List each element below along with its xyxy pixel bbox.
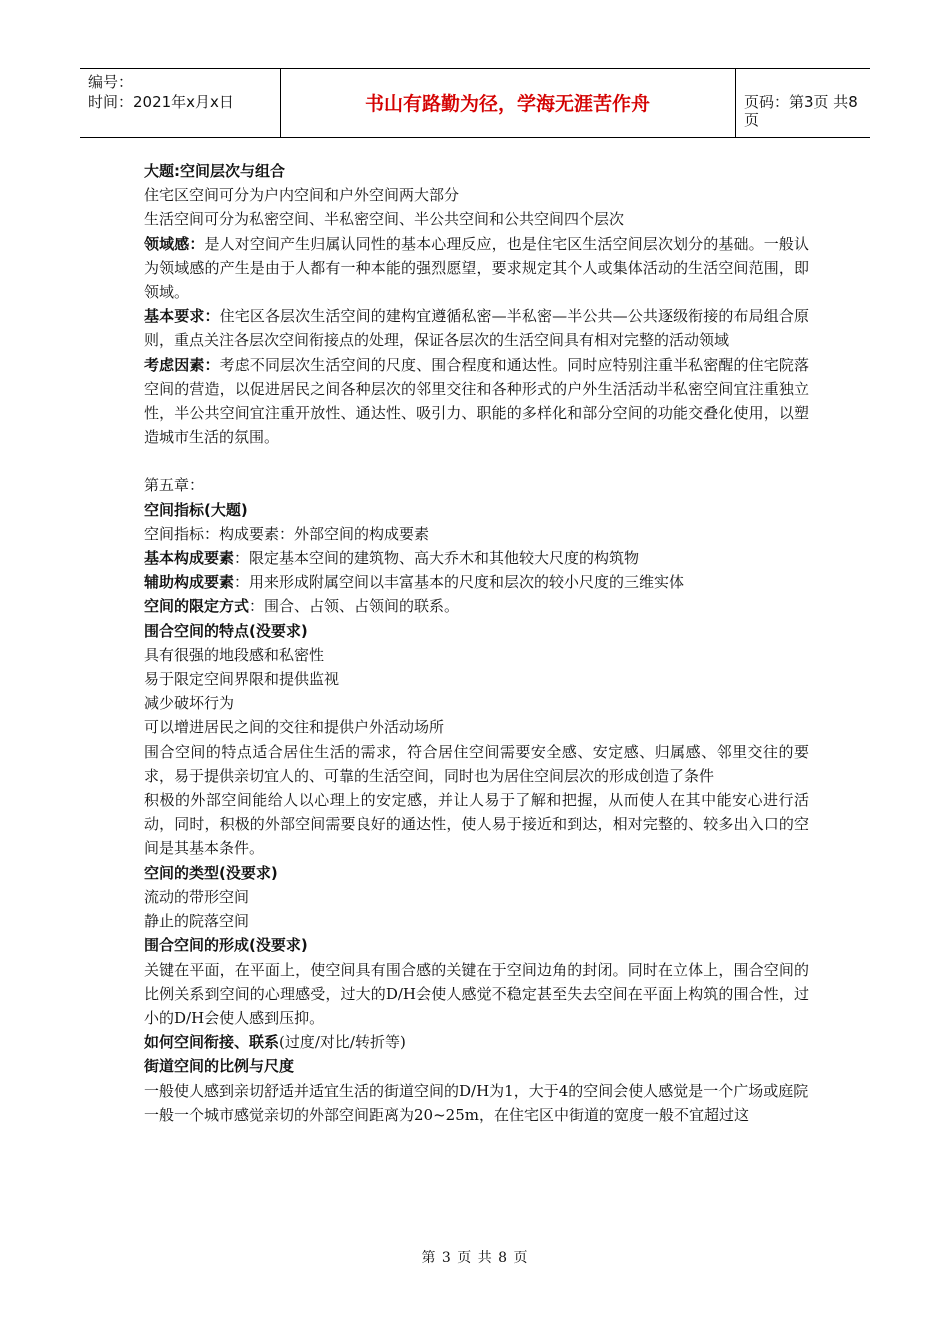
key-term-text: (过度/对比/转折等) <box>279 1033 406 1052</box>
key-term-text: 考虑不同层次生活空间的尺度、围合程度和通达性。同时应特别注重半私密醒的住宅院落空间的营造，以促进居民之间各种层次的邻里交往和各种形式的户外生活活动半私密空间宜注重独立性，半公共空间宜注重开放性、通达性、吸引力、职能的多样化和部分空间的功能交叠化使用，以塑造城市生活的氛围。 <box>144 355 809 447</box>
key-term-paragraph <box>144 546 809 570</box>
key-term-text: ：用来形成附属空间以丰富基本的尺度和层次的较小尺度的三维实体 <box>234 573 685 592</box>
document-number-label: 编号： <box>88 73 134 91</box>
body-paragraph: 易于限定空间界限和提供监视 <box>144 670 340 689</box>
body-paragraph: 减少破坏行为 <box>144 694 235 713</box>
key-term-paragraph <box>144 1030 809 1054</box>
header-page-cell <box>736 69 870 137</box>
key-term-paragraph <box>144 570 809 594</box>
key-term: 考虑因素： <box>144 355 220 374</box>
key-term: 空间的限定方式 <box>144 597 250 616</box>
body-paragraph: 生活空间可分为私密空间、半私密空间、半公共空间和公共空间四个层次 <box>144 210 625 229</box>
key-term: 基本构成要素 <box>144 549 235 568</box>
key-term-text: ：限定基本空间的建筑物、高大乔木和其他较大尺度的构筑物 <box>234 549 640 568</box>
section-heading: 空间指标(大题) <box>144 500 248 519</box>
key-term-paragraph <box>144 353 809 450</box>
section-heading: 围合空间的特点(没要求) <box>144 621 308 640</box>
key-term: 基本要求： <box>144 307 220 326</box>
body-paragraph: 可以增进居民之间的交往和提供户外活动场所 <box>144 718 445 737</box>
document-time-label: 时间：2021年x月x日 <box>88 93 234 111</box>
section-gap <box>144 449 809 473</box>
body-paragraph: 住宅区空间可分为户内空间和户外空间两大部分 <box>144 186 460 205</box>
section-heading: 空间的类型(没要求) <box>144 863 278 882</box>
motto-text: 书山有路勤为径，学海无涯苦作舟 <box>364 93 650 115</box>
body-paragraph: 第五章： <box>144 476 205 495</box>
body-paragraph: 围合空间的特点适合居住生活的需求，符合居住空间需要安全感、安定感、归属感、邻里交往的要求，易于提供亲切宜人的、可靠的生活空间，同时也为居住空间层次的形成创造了条件 <box>144 742 809 785</box>
body-paragraph: 一般一个城市感觉亲切的外部空间距离为20~25m，在住宅区中街道的宽度一般不宜超过这 <box>144 1105 749 1124</box>
key-term-paragraph <box>144 232 809 305</box>
body-paragraph: 静止的院落空间 <box>144 912 250 931</box>
key-term: 如何空间衔接、联系 <box>144 1033 280 1052</box>
body-paragraph: 流动的带形空间 <box>144 887 250 906</box>
body-paragraph: 积极的外部空间能给人以心理上的安定感，并让人易于了解和把握，从而使人在其中能安心进行活动，同时，积极的外部空间需要良好的通达性，使人易于接近和到达，相对完整的、较多出入口的空间是其基本条件。 <box>144 791 809 858</box>
section-heading: 街道空间的比例与尺度 <box>144 1057 295 1076</box>
key-term: 领域感： <box>144 234 205 253</box>
body-paragraph: 空间指标：构成要素：外部空间的构成要素 <box>144 524 430 543</box>
header-left-cell <box>80 69 281 137</box>
body-paragraph: 一般使人感到亲切舒适并适宜生活的街道空间的D/H为1，大于4的空间会使人感觉是一个广场或庭院 <box>144 1081 809 1100</box>
key-term: 辅助构成要素 <box>144 573 235 592</box>
body-paragraph: 关键在平面，在平面上，使空间具有围合感的关键在于空间边角的封闭。同时在立体上，围合空间的比例关系到空间的心理感受，过大的D/H会使人感觉不稳定甚至失去空间在平面上构筑的围合性，过小的D/H会使人感到压抑。 <box>144 960 809 1027</box>
key-term-text: 是人对空间产生归属认同性的基本心理反应，也是住宅区生活空间层次划分的基础。一般认为领域感的产生是由于人都有一种本能的强烈愿望，要求规定其个人或集体活动的生活空间范围，即领域。 <box>144 234 809 302</box>
header-motto-cell <box>280 69 736 137</box>
key-term-paragraph <box>144 594 809 618</box>
page-footer: 第 3 页 共 8 页 <box>421 1250 529 1266</box>
section-heading: 大题:空间层次与组合 <box>144 162 285 180</box>
key-term-text: 住宅区各层次生活空间的建构宜遵循私密—半私密—半公共—公共逐级衔接的布局组合原则，重点关注各层次空间衔接点的处理，保证各层次的生活空间具有相对完整的活动领域 <box>144 307 809 350</box>
section-heading: 围合空间的形成(没要求) <box>144 936 308 955</box>
key-term-text: ：围合、占领、占领间的联系。 <box>249 597 460 616</box>
document-body <box>144 159 809 1127</box>
header-page-info: 页码：第3页 共8页 <box>744 93 858 129</box>
body-paragraph: 具有很强的地段感和私密性 <box>144 645 325 664</box>
header-table <box>80 68 870 138</box>
key-term-paragraph <box>144 304 809 352</box>
